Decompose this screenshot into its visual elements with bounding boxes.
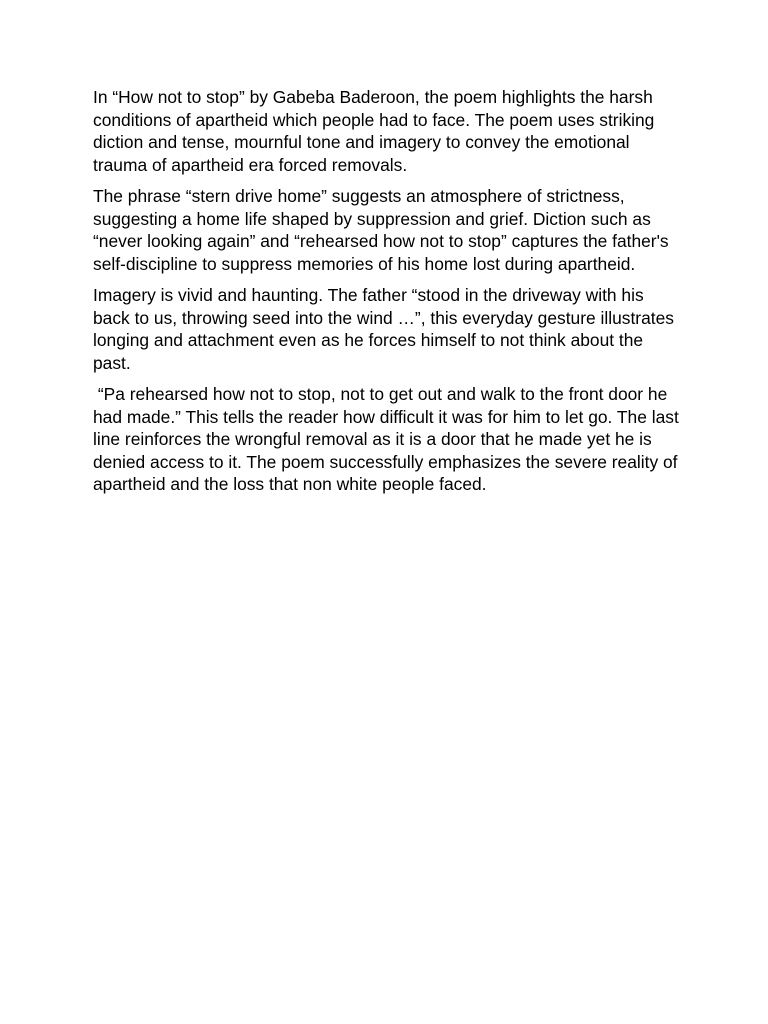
document-body xyxy=(93,86,683,505)
paragraph-imagery: Imagery is vivid and haunting. The father “stood in the driveway with his back to us, throwing seed into the wind …”, this everyday gesture illustrates longing and attachment even as he forces himself to not think about the past. xyxy=(93,285,674,373)
paragraph-diction: The phrase “stern drive home” suggests an atmosphere of strictness, suggesting a home life shaped by suppression and grief. Diction such as “never looking again” and “rehearsed how not to stop” captures the father's self-discipline to suppress memories of his home lost during apartheid. xyxy=(93,186,669,274)
paragraph-intro: In “How not to stop” by Gabeba Baderoon, the poem highlights the harsh conditions of apartheid which people had to face. The poem uses striking diction and tense, mournful tone and imagery to convey the emotional trauma of apartheid era forced removals. xyxy=(93,87,655,175)
paragraph-conclusion: “Pa rehearsed how not to stop, not to get out and walk to the front door he had made.” This tells the reader how difficult it was for him to let go. The last line reinforces the wrongful removal as it is a door that he made yet he is denied access to it. The poem successfully emphasizes the severe reality of apartheid and the loss that non white people faced. xyxy=(93,384,684,494)
